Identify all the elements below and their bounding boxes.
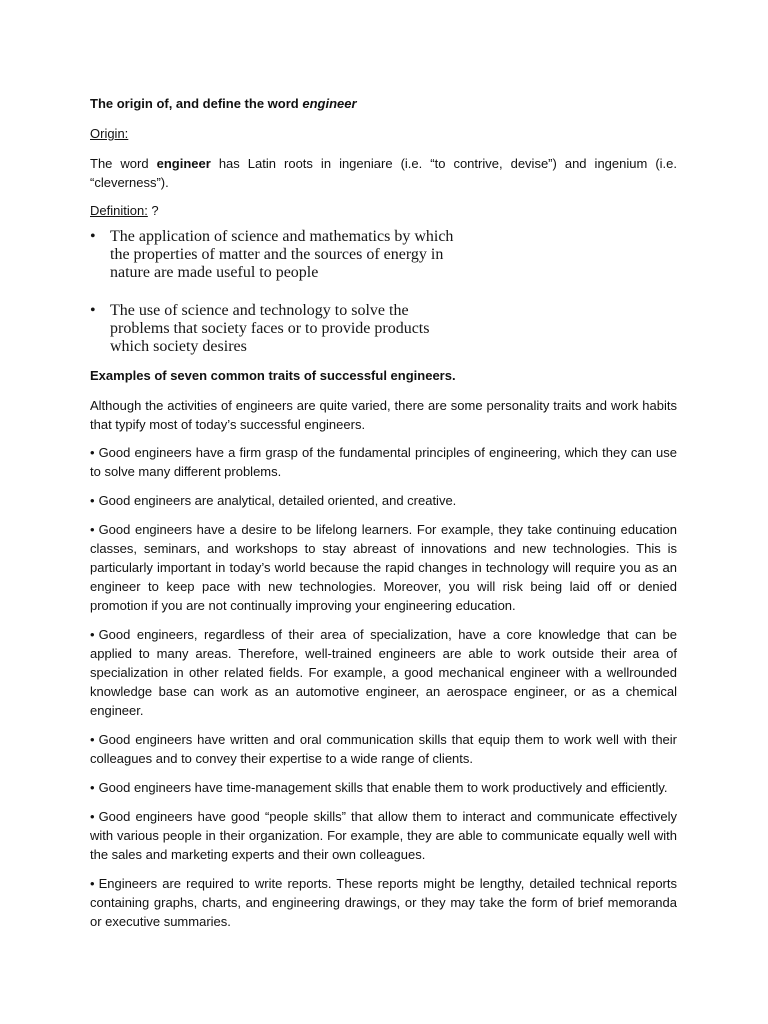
trait-text: Engineers are required to write reports. These reports might be lengthy, detailed technical reports containing graphs, charts, and engineering drawings, or they may take the form of brief memoranda or executive summaries. [90,876,677,929]
trait-text: Good engineers have time-management skills that enable them to work productively and efficiently. [98,780,668,795]
definition-text: The use of science and technology to solve the problems that society faces or to provide products which society desires [110,302,430,355]
bullet-icon: • [90,627,95,642]
definition-item [90,302,470,356]
trait-item [90,730,677,768]
trait-text: Good engineers are analytical, detailed oriented, and creative. [98,493,457,508]
bullet-icon: • [90,493,95,508]
definition-label: Definition: [90,203,148,218]
trait-text: Good engineers have a firm grasp of the fundamental principles of engineering, which they can use to solve many different problems. [90,445,677,479]
trait-item [90,874,677,931]
trait-item [90,520,677,615]
trait-item [90,625,677,720]
origin-label: Origin: [90,126,129,141]
title-prefix: The origin of, and define the word [90,96,303,111]
bullet-icon: • [90,445,95,460]
bullet-icon: • [90,780,95,795]
trait-text: Good engineers have a desire to be lifelong learners. For example, they take continuing education classes, seminars, and workshops to stay abreast of innovations and new technologies. This is particularly important in today’s world because the rapid changes in technology will require you as an engineer to keep pace with new technologies. Moreover, you will risk being laid off or denied promotion if you are not continually improving your engineering education. [90,522,677,613]
trait-item [90,807,677,864]
bullet-icon: • [90,228,96,245]
origin-text-suffix: has Latin roots in ingeniare (i.e. “to contrive, devise”) and ingenium (i.e. “cleverness”). [90,156,677,190]
bullet-icon: • [90,809,95,824]
title-italic-word: engineer [302,96,357,111]
definition-suffix: ? [147,203,159,218]
trait-item [90,778,677,797]
trait-text: Good engineers have good “people skills” that allow them to interact and communicate effectively with various people in their organization. For example, they are able to communicate equally well with the sales and marketing experts and their own colleagues. [90,809,677,862]
trait-text: Good engineers have written and oral communication skills that equip them to work well with their colleagues and to convey their expertise to a wide range of clients. [90,732,677,766]
origin-bold-word: engineer [156,156,211,171]
definition-text: The application of science and mathematics by which the properties of matter and the sources of energy in nature are made useful to people [110,228,454,281]
bullet-icon: • [90,522,95,537]
definition-item [90,228,470,282]
definition-label-row [90,201,677,220]
origin-paragraph [90,154,677,192]
definition-list [90,228,677,356]
origin-text-prefix: The word [90,156,157,171]
examples-heading: Examples of seven common traits of successful engineers. [90,368,456,383]
trait-item [90,491,677,510]
document-title [90,94,677,113]
trait-text: Good engineers, regardless of their area of specialization, have a core knowledge that can be applied to many areas. Therefore, well-trained engineers are able to work outside their area of specialization in other related fields. For example, a good mechanical engineer with a wellrounded knowledge base can work as an automotive engineer, an aerospace engineer, or as a chemical engineer. [90,627,677,718]
trait-item [90,443,677,481]
bullet-icon: • [90,302,96,319]
bullet-icon: • [90,876,95,891]
bullet-icon: • [90,732,95,747]
intro-paragraph: Although the activities of engineers are quite varied, there are some personality traits and work habits that typify most of today’s successful engineers. [90,398,677,432]
document-body [90,94,677,941]
